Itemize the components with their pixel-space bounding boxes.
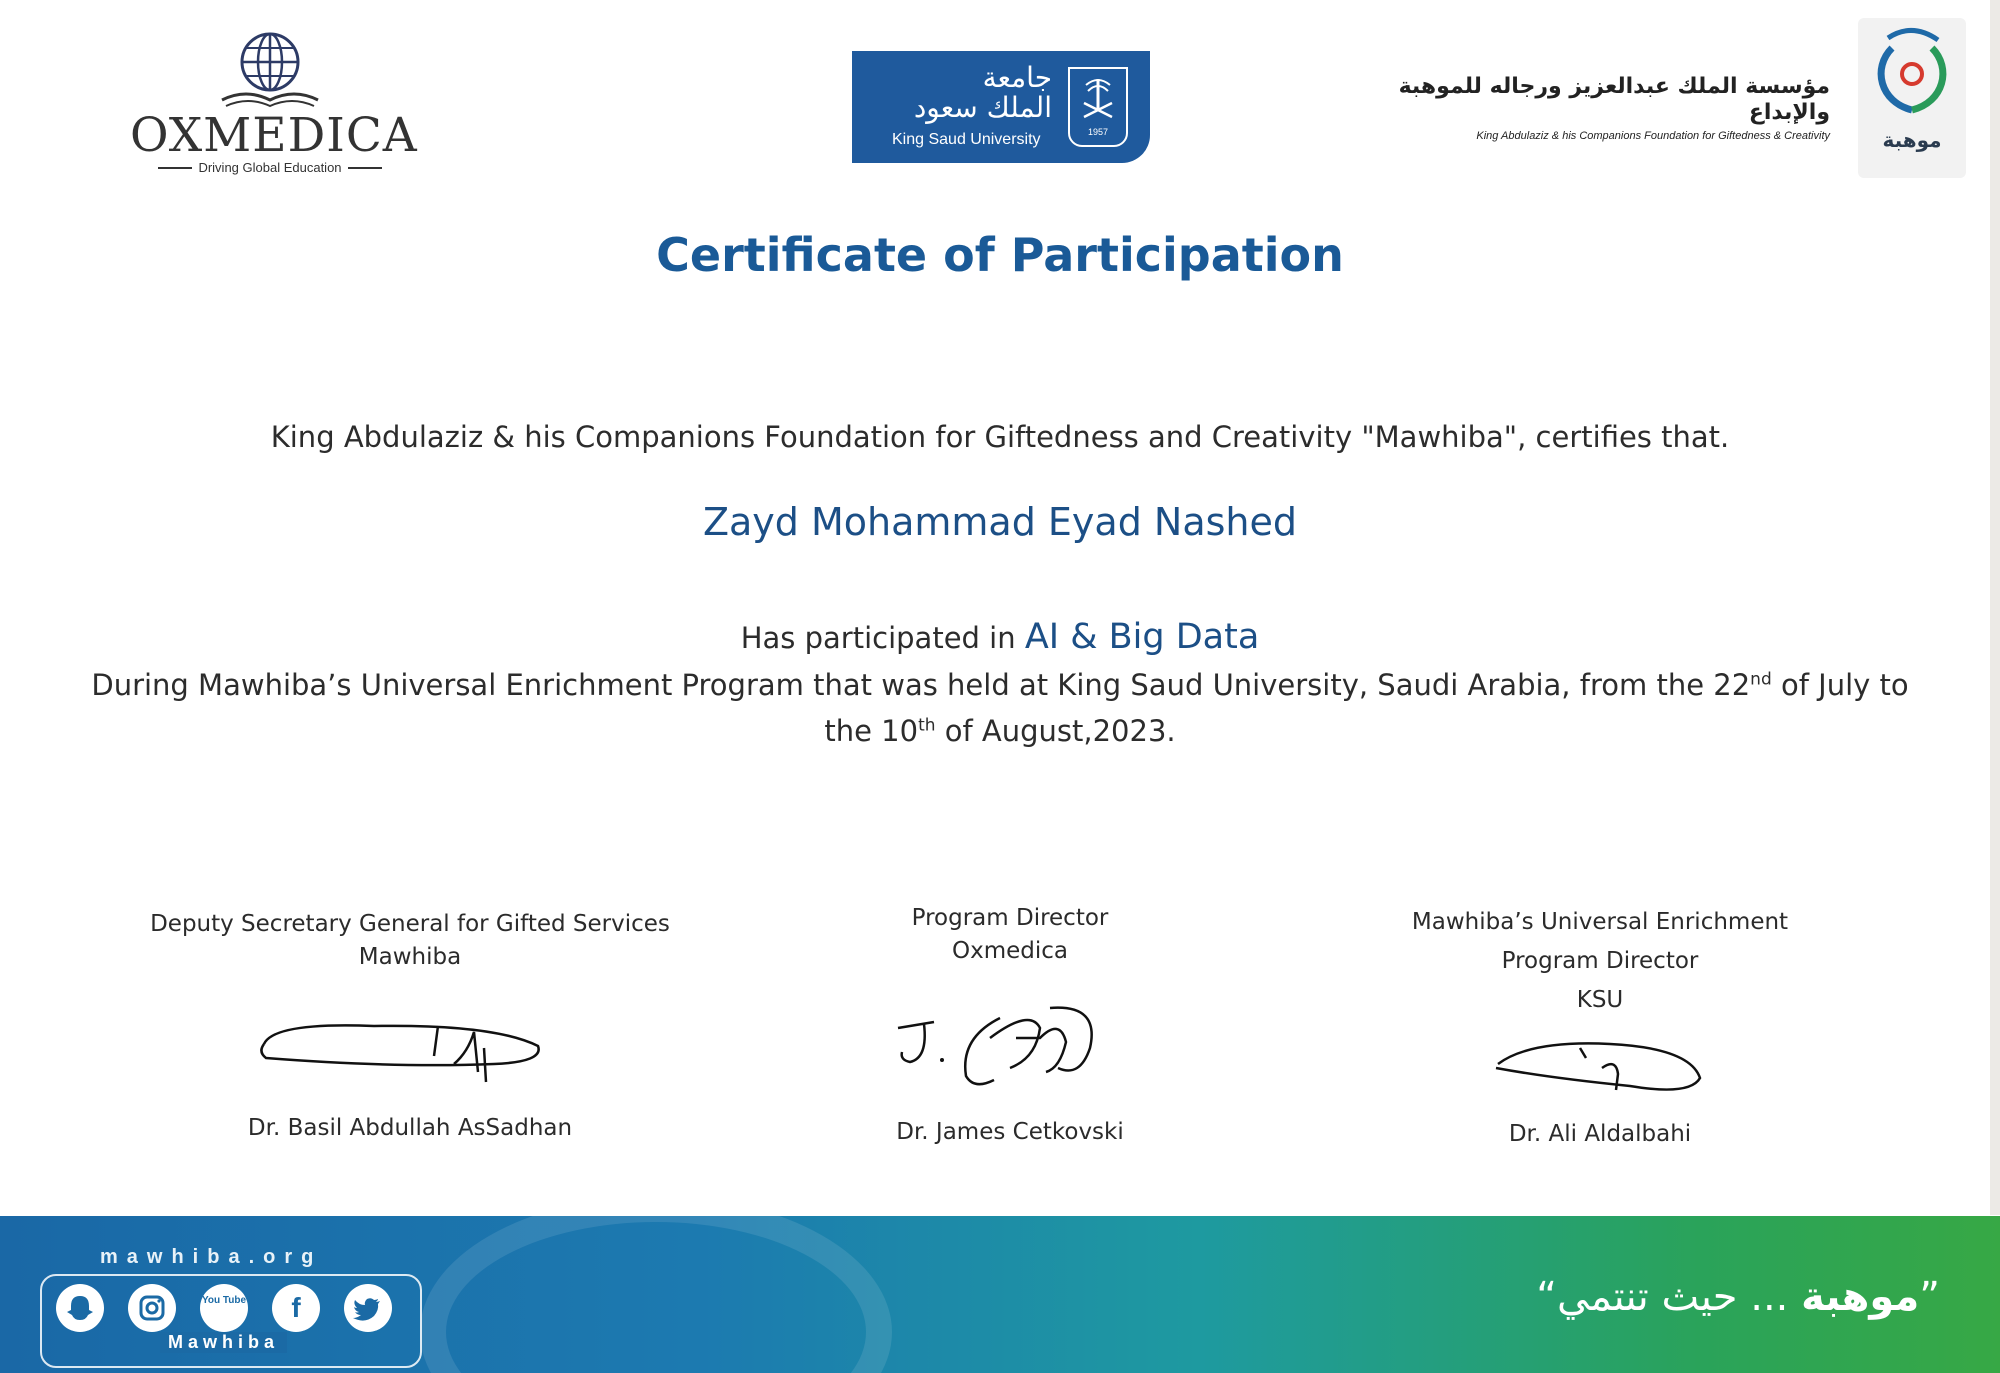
signatory-organization: Oxmedica bbox=[952, 938, 1068, 964]
signatory-title: Program Director bbox=[911, 905, 1109, 931]
signature-block-deputy bbox=[130, 908, 690, 1148]
signatory-name: Dr. Basil Abdullah AsSadhan bbox=[247, 1115, 573, 1141]
participation-line bbox=[0, 617, 2000, 657]
decorative-swirl bbox=[420, 1196, 892, 1373]
foundation-name bbox=[1320, 74, 1830, 142]
ksu-english-name: King Saud University bbox=[892, 131, 1041, 148]
footer-band bbox=[0, 1216, 2000, 1373]
instagram-icon[interactable] bbox=[128, 1284, 176, 1332]
signature-block-ksu bbox=[1360, 906, 1840, 1156]
oxmedica-wordmark: OXMEDICA bbox=[130, 108, 418, 163]
paper-edge bbox=[1990, 0, 2000, 1215]
signatory-title: Mawhiba’s Universal Enrichment bbox=[1411, 909, 1789, 935]
foundation-arabic: مؤسسة الملك عبدالعزيز ورجاله للموهبة والإبداع bbox=[1398, 74, 1830, 125]
signature-image bbox=[890, 998, 1120, 1108]
signature-image bbox=[1490, 1034, 1710, 1104]
footer-slogan: ”موهبة ... حيث تنتمي“ bbox=[1536, 1274, 1940, 1320]
ksu-arabic-name: جامعة الملك سعود bbox=[913, 61, 1052, 124]
recipient-name: Zayd Mohammad Eyad Nashed bbox=[702, 500, 1297, 544]
signatory-name: Dr. Ali Aldalbahi bbox=[1508, 1121, 1692, 1147]
snapchat-icon[interactable] bbox=[56, 1284, 104, 1332]
course-name: AI & Big Data bbox=[1024, 617, 1260, 657]
program-details: During Mawhiba’s Universal Enrichment Program that was held at King Saud University, Saudi Arabia, from the 22nd of July to the 10th of August,2023. bbox=[91, 668, 1909, 748]
certificate-title: Certificate of Participation bbox=[656, 228, 1344, 282]
website-link[interactable]: mawhiba.org bbox=[100, 1246, 323, 1268]
signature-block-oxmedica bbox=[760, 902, 1260, 1152]
facebook-icon[interactable]: f bbox=[272, 1284, 320, 1332]
signatory-subtitle: Program Director bbox=[1501, 948, 1699, 974]
signatory-organization: Mawhiba bbox=[358, 944, 462, 970]
globe-book-icon bbox=[210, 30, 330, 110]
oxmedica-logo bbox=[130, 30, 418, 180]
oxmedica-tagline: Driving Global Education bbox=[130, 160, 410, 175]
svg-text:1957: 1957 bbox=[1087, 127, 1109, 137]
mawhiba-emblem-icon bbox=[1858, 18, 1966, 128]
signature-image bbox=[254, 1012, 554, 1092]
signatory-organization: KSU bbox=[1576, 987, 1624, 1013]
mawhiba-logo bbox=[1858, 18, 1966, 178]
twitter-icon[interactable] bbox=[344, 1284, 392, 1332]
certifies-line: King Abdulaziz & his Companions Foundation for Giftedness and Creativity "Mawhiba", certifies that. bbox=[270, 420, 1730, 454]
youtube-icon[interactable]: You Tube bbox=[200, 1284, 248, 1332]
mawhiba-logo-text: موهبة bbox=[1882, 128, 1942, 152]
foundation-english: King Abdulaziz & his Companions Foundation for Giftedness & Creativity bbox=[1476, 130, 1830, 142]
social-handle: Mawhiba bbox=[160, 1332, 287, 1353]
ksu-crest-icon bbox=[1068, 67, 1128, 147]
participated-prefix: Has participated in bbox=[740, 621, 1016, 655]
signatory-name: Dr. James Cetkovski bbox=[896, 1119, 1124, 1145]
ksu-logo bbox=[852, 51, 1150, 163]
signatory-title: Deputy Secretary General for Gifted Services bbox=[150, 911, 670, 937]
